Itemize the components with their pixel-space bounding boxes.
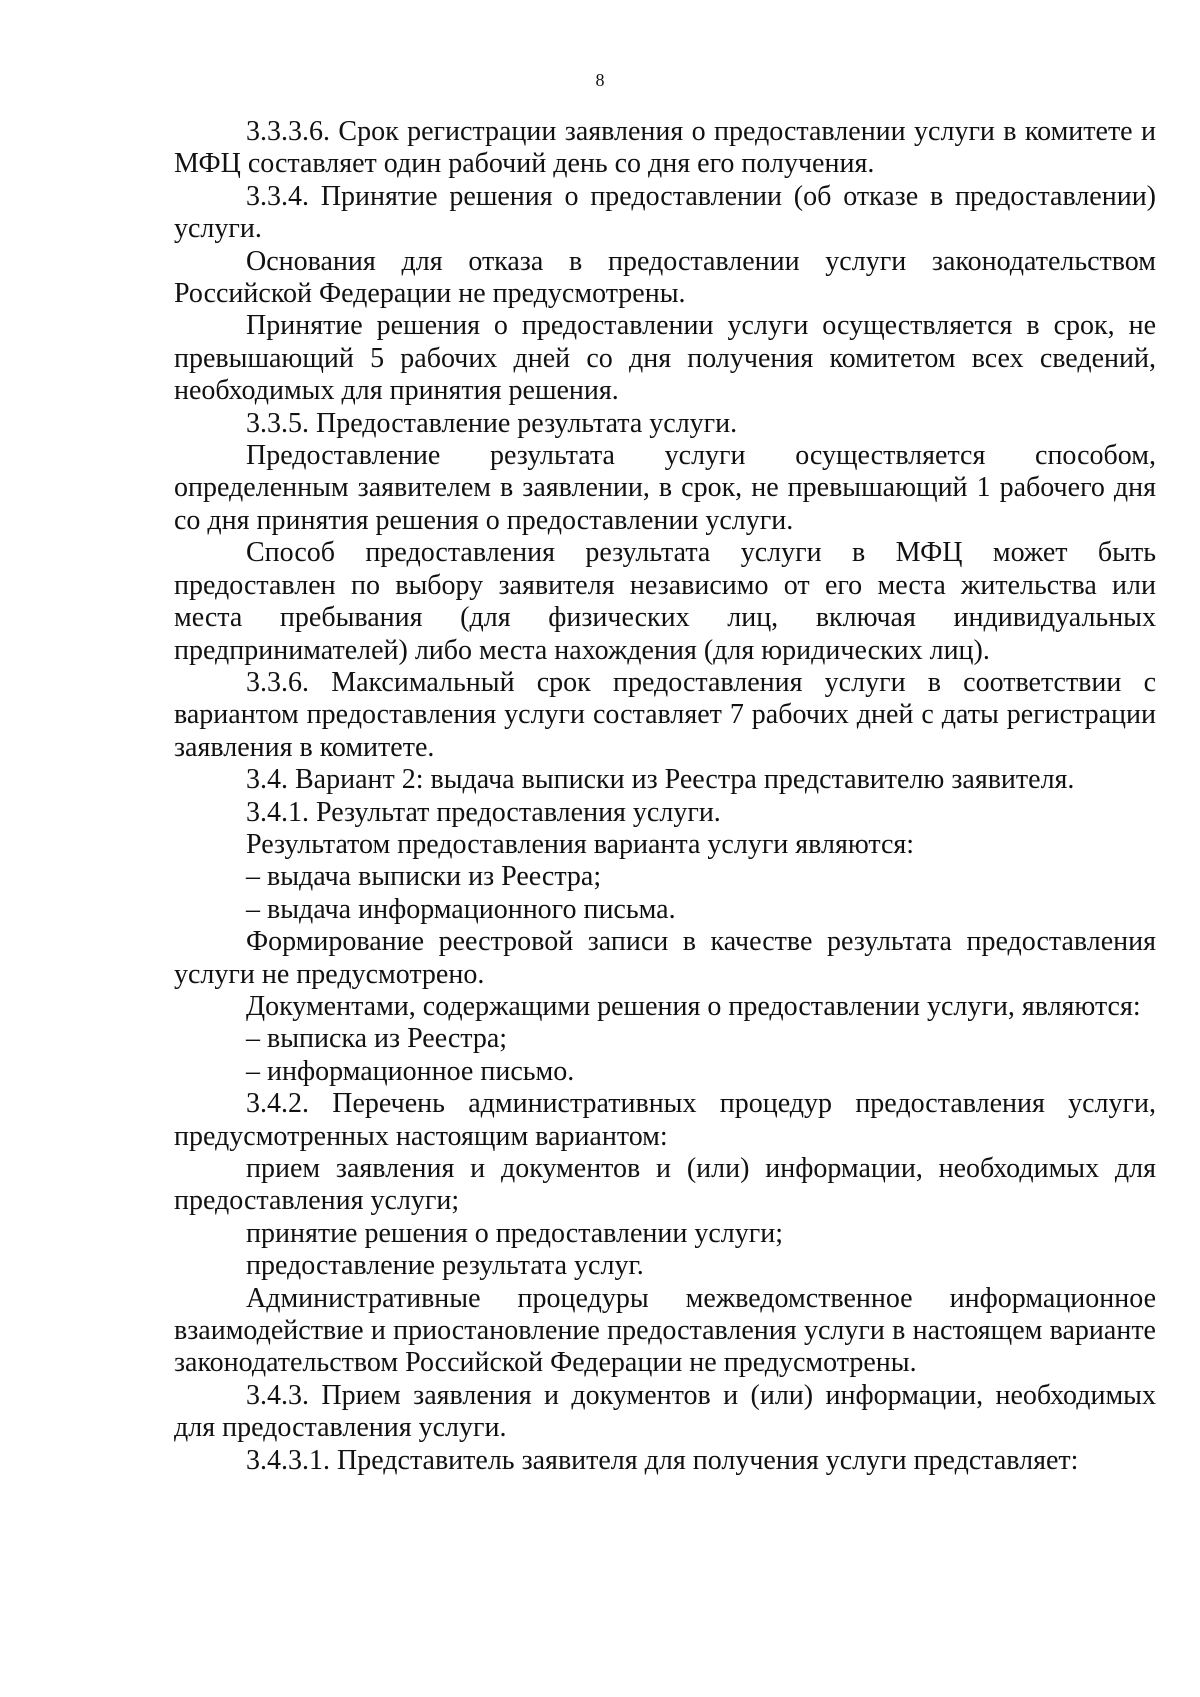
list-item: прием заявления и документов и (или) информации, необходимых для предоставления услуги; bbox=[174, 1153, 1156, 1217]
paragraph-refusal-grounds: Основания для отказа в предоставлении услуги законодательством Российской Федерации не предусмотрены. bbox=[174, 245, 1156, 310]
paragraph-3-4-3-1: 3.4.3.1. Представитель заявителя для получения услуги представляет: bbox=[246, 1444, 1079, 1476]
paragraph-decision-term: Принятие решения о предоставлении услуги осуществляется в срок, не превышающий 5 рабочих дней со дня получения комитетом всех сведений, необходимых для принятия решения. bbox=[174, 310, 1156, 407]
list-item: – выдача информационного письма. bbox=[246, 893, 676, 925]
paragraph-results-intro: Результатом предоставления варианта услуги являются: bbox=[246, 828, 915, 860]
paragraph-result-delivery: Предоставление результата услуги осуществляется способом, определенным заявителем в заявлении, в срок, не превышающий 1 рабочего дня со дня принятия решения о предоставлении услуги. bbox=[174, 440, 1156, 536]
heading-3-4: 3.4. Вариант 2: выдача выписки из Реестра представителю заявителя. bbox=[246, 764, 1075, 796]
list-item: – выдача выписки из Реестра; bbox=[246, 861, 602, 893]
list-item: принятие решения о предоставлении услуги; bbox=[246, 1217, 784, 1249]
paragraph-registry-record: Формирование реестровой записи в качестве результата предоставления услуги не предусмотрено. bbox=[174, 926, 1156, 990]
page-number: 8 bbox=[595, 70, 605, 90]
paragraph-mfc-method: Способ предоставления результата услуги в МФЦ может быть предоставлен по выбору заявителя независимо от его места жительства или места пребывания (для физических лиц, включая индивидуальных предпринимателей) либо места нахождения (для юридических лиц). bbox=[174, 537, 1156, 666]
paragraph-3-3-6: 3.3.6. Максимальный срок предоставления услуги в соответствии с вариантом предоставления услуги составляет 7 рабочих дней с даты регистрации заявления в комитете. bbox=[174, 666, 1156, 763]
heading-3-3-4: 3.3.4. Принятие решения о предоставлении (об отказе в предоставлении) услуги. bbox=[174, 180, 1156, 245]
list-item: – информационное письмо. bbox=[246, 1055, 575, 1087]
heading-3-4-2: 3.4.2. Перечень административных процедур предоставления услуги, предусмотренных настоящим вариантом: bbox=[174, 1088, 1156, 1152]
paragraph-3-3-3-6: 3.3.3.6. Срок регистрации заявления о предоставлении услуги в комитете и МФЦ составляет один рабочий день со дня его получения. bbox=[174, 116, 1156, 180]
document-body bbox=[174, 116, 1156, 1477]
paragraph-procedures-not-provided: Административные процедуры межведомственное информационное взаимодействие и приостановление предоставления услуги в настоящем варианте законодательством Российской Федерации не предусмотрены. bbox=[174, 1282, 1156, 1379]
list-item: – выписка из Реестра; bbox=[246, 1023, 508, 1055]
heading-3-4-3: 3.4.3. Прием заявления и документов и (или) информации, необходимых для предоставления услуги. bbox=[174, 1379, 1156, 1444]
heading-3-4-1: 3.4.1. Результат предоставления услуги. bbox=[246, 796, 721, 828]
paragraph-documents-intro: Документами, содержащими решения о предоставлении услуги, являются: bbox=[246, 990, 1141, 1022]
list-item: предоставление результата услуг. bbox=[246, 1250, 644, 1282]
heading-3-3-5: 3.3.5. Предоставление результата услуги. bbox=[246, 407, 738, 439]
